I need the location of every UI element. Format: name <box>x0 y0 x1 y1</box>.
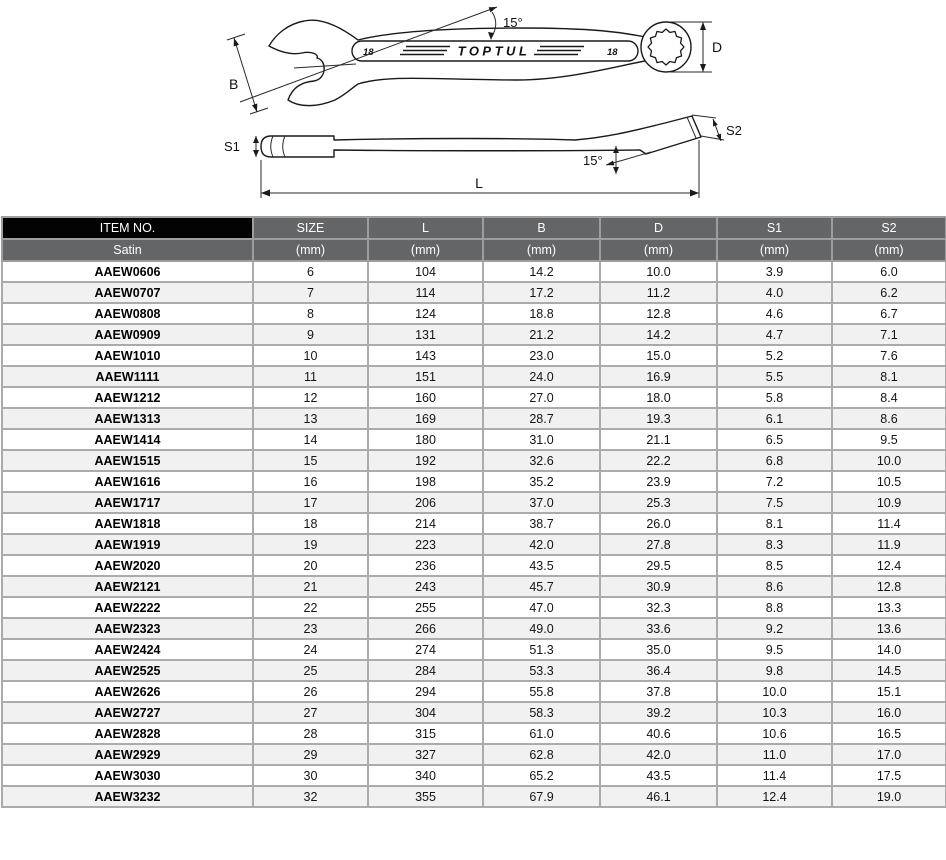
value-cell: 8.1 <box>717 513 832 534</box>
value-cell: 3.9 <box>717 261 832 282</box>
value-cell: 53.3 <box>483 660 600 681</box>
value-cell: 255 <box>368 597 483 618</box>
table-row <box>2 450 946 471</box>
item-no-cell: AAEW2525 <box>2 660 253 681</box>
header-s2-unit: (mm) <box>832 239 946 261</box>
item-no-cell: AAEW1717 <box>2 492 253 513</box>
value-cell: 31.0 <box>483 429 600 450</box>
value-cell: 11.9 <box>832 534 946 555</box>
value-cell: 16.0 <box>832 702 946 723</box>
value-cell: 4.6 <box>717 303 832 324</box>
value-cell: 43.5 <box>600 765 717 786</box>
value-cell: 38.7 <box>483 513 600 534</box>
table-row <box>2 408 946 429</box>
table-row <box>2 597 946 618</box>
wrench-top-view <box>227 7 722 114</box>
value-cell: 16 <box>253 471 368 492</box>
table-row <box>2 639 946 660</box>
value-cell: 7.2 <box>717 471 832 492</box>
value-cell: 7.6 <box>832 345 946 366</box>
wrench-body-outline <box>269 20 650 105</box>
size-marking-left: 18 <box>363 47 374 58</box>
value-cell: 61.0 <box>483 723 600 744</box>
wrench-side-outline <box>261 116 701 157</box>
value-cell: 21.1 <box>600 429 717 450</box>
value-cell: 4.7 <box>717 324 832 345</box>
item-no-cell: AAEW1010 <box>2 345 253 366</box>
table-row <box>2 492 946 513</box>
dim-s1-label: S1 <box>224 139 240 154</box>
header-b: B <box>483 217 600 239</box>
item-no-cell: AAEW2222 <box>2 597 253 618</box>
value-cell: 42.0 <box>600 744 717 765</box>
value-cell: 42.0 <box>483 534 600 555</box>
header-s2: S2 <box>832 217 946 239</box>
item-no-cell: AAEW1111 <box>2 366 253 387</box>
header-finish: Satin <box>2 239 253 261</box>
item-no-cell: AAEW2020 <box>2 555 253 576</box>
value-cell: 7 <box>253 282 368 303</box>
table-row <box>2 576 946 597</box>
table-row <box>2 261 946 282</box>
item-no-cell: AAEW0707 <box>2 282 253 303</box>
item-no-cell: AAEW1414 <box>2 429 253 450</box>
dim-s2-label: S2 <box>726 123 742 138</box>
value-cell: 19.0 <box>832 786 946 807</box>
value-cell: 36.4 <box>600 660 717 681</box>
value-cell: 65.2 <box>483 765 600 786</box>
header-l: L <box>368 217 483 239</box>
item-no-cell: AAEW1919 <box>2 534 253 555</box>
value-cell: 14.2 <box>600 324 717 345</box>
value-cell: 58.3 <box>483 702 600 723</box>
value-cell: 47.0 <box>483 597 600 618</box>
wrench-technical-drawing <box>0 0 946 216</box>
value-cell: 12.8 <box>600 303 717 324</box>
value-cell: 10.3 <box>717 702 832 723</box>
item-no-cell: AAEW1616 <box>2 471 253 492</box>
value-cell: 12.4 <box>717 786 832 807</box>
value-cell: 32.6 <box>483 450 600 471</box>
dim-b-label: B <box>229 76 239 92</box>
header-size: SIZE <box>253 217 368 239</box>
value-cell: 15 <box>253 450 368 471</box>
table-row <box>2 387 946 408</box>
value-cell: 22 <box>253 597 368 618</box>
value-cell: 114 <box>368 282 483 303</box>
dim-b <box>227 34 268 114</box>
value-cell: 160 <box>368 387 483 408</box>
table-row <box>2 702 946 723</box>
value-cell: 13 <box>253 408 368 429</box>
value-cell: 14.5 <box>832 660 946 681</box>
table-row <box>2 324 946 345</box>
spec-table <box>1 216 946 808</box>
value-cell: 10.0 <box>832 450 946 471</box>
value-cell: 14.2 <box>483 261 600 282</box>
header-b-unit: (mm) <box>483 239 600 261</box>
value-cell: 10.9 <box>832 492 946 513</box>
value-cell: 17.2 <box>483 282 600 303</box>
value-cell: 51.3 <box>483 639 600 660</box>
item-no-cell: AAEW2424 <box>2 639 253 660</box>
value-cell: 6.2 <box>832 282 946 303</box>
spec-table-header <box>2 217 946 261</box>
value-cell: 11.2 <box>600 282 717 303</box>
value-cell: 45.7 <box>483 576 600 597</box>
value-cell: 6 <box>253 261 368 282</box>
dim-s1 <box>224 136 259 157</box>
value-cell: 8.3 <box>717 534 832 555</box>
table-row <box>2 429 946 450</box>
value-cell: 180 <box>368 429 483 450</box>
item-no-cell: AAEW1818 <box>2 513 253 534</box>
value-cell: 49.0 <box>483 618 600 639</box>
value-cell: 12 <box>253 387 368 408</box>
value-cell: 29.5 <box>600 555 717 576</box>
value-cell: 21.2 <box>483 324 600 345</box>
value-cell: 29 <box>253 744 368 765</box>
value-cell: 23.9 <box>600 471 717 492</box>
value-cell: 340 <box>368 765 483 786</box>
value-cell: 35.0 <box>600 639 717 660</box>
value-cell: 15.1 <box>832 681 946 702</box>
value-cell: 9 <box>253 324 368 345</box>
value-cell: 8.6 <box>832 408 946 429</box>
value-cell: 10.0 <box>600 261 717 282</box>
value-cell: 30.9 <box>600 576 717 597</box>
item-no-cell: AAEW2121 <box>2 576 253 597</box>
value-cell: 40.6 <box>600 723 717 744</box>
value-cell: 14.0 <box>832 639 946 660</box>
value-cell: 131 <box>368 324 483 345</box>
dim-d-label: D <box>712 39 723 55</box>
value-cell: 10.6 <box>717 723 832 744</box>
table-row <box>2 513 946 534</box>
value-cell: 27 <box>253 702 368 723</box>
value-cell: 8.4 <box>832 387 946 408</box>
value-cell: 243 <box>368 576 483 597</box>
item-no-cell: AAEW1212 <box>2 387 253 408</box>
value-cell: 9.8 <box>717 660 832 681</box>
item-no-cell: AAEW1313 <box>2 408 253 429</box>
value-cell: 6.5 <box>717 429 832 450</box>
table-row <box>2 534 946 555</box>
value-cell: 6.8 <box>717 450 832 471</box>
value-cell: 21 <box>253 576 368 597</box>
header-d-unit: (mm) <box>600 239 717 261</box>
value-cell: 304 <box>368 702 483 723</box>
value-cell: 37.0 <box>483 492 600 513</box>
value-cell: 124 <box>368 303 483 324</box>
value-cell: 27.0 <box>483 387 600 408</box>
value-cell: 7.5 <box>717 492 832 513</box>
table-row <box>2 681 946 702</box>
spec-table-body <box>2 261 946 807</box>
wrench-side-view <box>224 115 742 198</box>
table-row <box>2 786 946 807</box>
value-cell: 46.1 <box>600 786 717 807</box>
table-row <box>2 303 946 324</box>
table-row <box>2 618 946 639</box>
top-angle-label: 15° <box>503 15 523 30</box>
value-cell: 30 <box>253 765 368 786</box>
value-cell: 20 <box>253 555 368 576</box>
value-cell: 62.8 <box>483 744 600 765</box>
value-cell: 206 <box>368 492 483 513</box>
value-cell: 39.2 <box>600 702 717 723</box>
item-no-cell: AAEW3232 <box>2 786 253 807</box>
value-cell: 19 <box>253 534 368 555</box>
value-cell: 11 <box>253 366 368 387</box>
value-cell: 23 <box>253 618 368 639</box>
item-no-cell: AAEW3030 <box>2 765 253 786</box>
table-row <box>2 555 946 576</box>
item-no-cell: AAEW1515 <box>2 450 253 471</box>
value-cell: 104 <box>368 261 483 282</box>
value-cell: 12.8 <box>832 576 946 597</box>
table-row <box>2 723 946 744</box>
value-cell: 11.4 <box>832 513 946 534</box>
item-no-cell: AAEW0606 <box>2 261 253 282</box>
value-cell: 8.5 <box>717 555 832 576</box>
value-cell: 223 <box>368 534 483 555</box>
value-cell: 24.0 <box>483 366 600 387</box>
header-d: D <box>600 217 717 239</box>
value-cell: 18 <box>253 513 368 534</box>
value-cell: 67.9 <box>483 786 600 807</box>
value-cell: 10.0 <box>717 681 832 702</box>
value-cell: 55.8 <box>483 681 600 702</box>
value-cell: 27.8 <box>600 534 717 555</box>
value-cell: 274 <box>368 639 483 660</box>
header-item-no: ITEM NO. <box>2 217 253 239</box>
item-no-cell: AAEW2323 <box>2 618 253 639</box>
value-cell: 13.6 <box>832 618 946 639</box>
value-cell: 198 <box>368 471 483 492</box>
value-cell: 11.0 <box>717 744 832 765</box>
size-marking-right: 18 <box>607 47 618 58</box>
value-cell: 294 <box>368 681 483 702</box>
table-row <box>2 471 946 492</box>
value-cell: 7.1 <box>832 324 946 345</box>
header-s1: S1 <box>717 217 832 239</box>
value-cell: 5.8 <box>717 387 832 408</box>
value-cell: 17.5 <box>832 765 946 786</box>
value-cell: 22.2 <box>600 450 717 471</box>
table-row <box>2 744 946 765</box>
value-cell: 23.0 <box>483 345 600 366</box>
value-cell: 9.5 <box>832 429 946 450</box>
value-cell: 10 <box>253 345 368 366</box>
item-no-cell: AAEW0808 <box>2 303 253 324</box>
value-cell: 16.9 <box>600 366 717 387</box>
value-cell: 28.7 <box>483 408 600 429</box>
value-cell: 13.3 <box>832 597 946 618</box>
value-cell: 17.0 <box>832 744 946 765</box>
value-cell: 35.2 <box>483 471 600 492</box>
value-cell: 26 <box>253 681 368 702</box>
value-cell: 16.5 <box>832 723 946 744</box>
header-size-unit: (mm) <box>253 239 368 261</box>
value-cell: 8 <box>253 303 368 324</box>
value-cell: 33.6 <box>600 618 717 639</box>
side-angle-label: 15° <box>583 153 603 168</box>
value-cell: 284 <box>368 660 483 681</box>
item-no-cell: AAEW2929 <box>2 744 253 765</box>
value-cell: 32 <box>253 786 368 807</box>
value-cell: 9.5 <box>717 639 832 660</box>
brand-text: TOPTUL <box>457 43 531 59</box>
value-cell: 43.5 <box>483 555 600 576</box>
value-cell: 355 <box>368 786 483 807</box>
value-cell: 11.4 <box>717 765 832 786</box>
value-cell: 169 <box>368 408 483 429</box>
value-cell: 15.0 <box>600 345 717 366</box>
value-cell: 17 <box>253 492 368 513</box>
value-cell: 25 <box>253 660 368 681</box>
value-cell: 8.6 <box>717 576 832 597</box>
value-cell: 19.3 <box>600 408 717 429</box>
table-row <box>2 345 946 366</box>
value-cell: 236 <box>368 555 483 576</box>
value-cell: 25.3 <box>600 492 717 513</box>
value-cell: 10.5 <box>832 471 946 492</box>
value-cell: 24 <box>253 639 368 660</box>
value-cell: 5.5 <box>717 366 832 387</box>
value-cell: 37.8 <box>600 681 717 702</box>
item-no-cell: AAEW2626 <box>2 681 253 702</box>
value-cell: 143 <box>368 345 483 366</box>
value-cell: 9.2 <box>717 618 832 639</box>
item-no-cell: AAEW2727 <box>2 702 253 723</box>
value-cell: 18.8 <box>483 303 600 324</box>
value-cell: 4.0 <box>717 282 832 303</box>
value-cell: 8.8 <box>717 597 832 618</box>
table-row <box>2 282 946 303</box>
value-cell: 266 <box>368 618 483 639</box>
value-cell: 32.3 <box>600 597 717 618</box>
value-cell: 14 <box>253 429 368 450</box>
value-cell: 6.7 <box>832 303 946 324</box>
table-row <box>2 765 946 786</box>
header-l-unit: (mm) <box>368 239 483 261</box>
value-cell: 151 <box>368 366 483 387</box>
table-row <box>2 366 946 387</box>
value-cell: 192 <box>368 450 483 471</box>
value-cell: 18.0 <box>600 387 717 408</box>
value-cell: 26.0 <box>600 513 717 534</box>
header-s1-unit: (mm) <box>717 239 832 261</box>
value-cell: 5.2 <box>717 345 832 366</box>
value-cell: 214 <box>368 513 483 534</box>
value-cell: 28 <box>253 723 368 744</box>
item-no-cell: AAEW0909 <box>2 324 253 345</box>
value-cell: 327 <box>368 744 483 765</box>
value-cell: 12.4 <box>832 555 946 576</box>
value-cell: 315 <box>368 723 483 744</box>
item-no-cell: AAEW2828 <box>2 723 253 744</box>
dim-l-label: L <box>475 175 483 191</box>
value-cell: 6.1 <box>717 408 832 429</box>
table-row <box>2 660 946 681</box>
value-cell: 6.0 <box>832 261 946 282</box>
value-cell: 8.1 <box>832 366 946 387</box>
